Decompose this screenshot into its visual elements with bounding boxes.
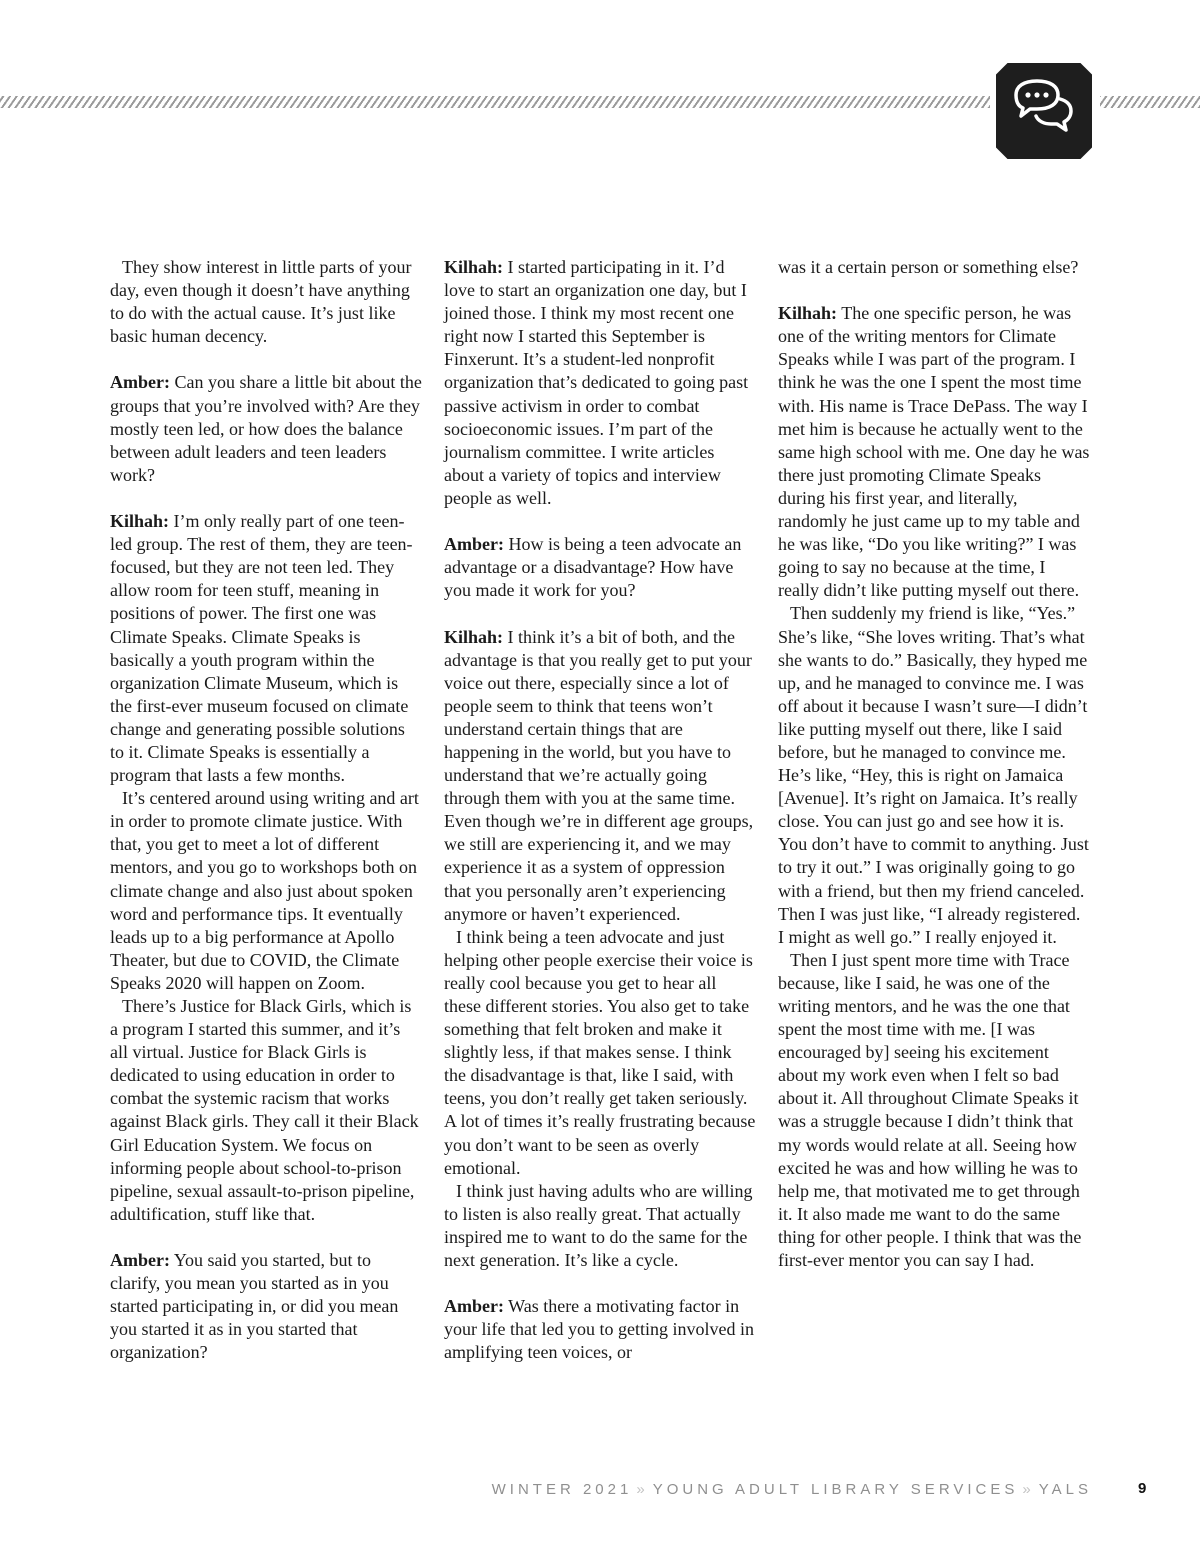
paragraph-text: Can you share a little bit about the groups that you’re involved with? Are they mostly teen led, or how does the balance between adult leaders and teen leaders work? (110, 372, 422, 485)
running-footer (492, 1481, 1092, 1498)
paragraph-text: I think it’s a bit of both, and the advantage is that you really get to put your voice out there, especially since a lot of people seem to think that teens won’t understand certain things that are happening in the world, but you have to understand that we’re actually going through them with you at the same time. Even though we’re in different age groups, we still are experiencing it, and we may experience it as a system of oppression that you personally aren’t experiencing anymore or haven’t experienced. (444, 626, 754, 924)
speech-bubbles-icon (996, 63, 1092, 159)
paragraph-text: It’s centered around using writing and art in order to promote climate justice. With that, you get to meet a lot of different mentors, and you go to workshops both on climate change and also just about spoken word and performance tips. It eventually leads up to a big performance at Apollo Theater, but due to COVID, the Climate Speaks 2020 will happen on Zoom. (110, 788, 419, 993)
paragraph-text: Then suddenly my friend is like, “Yes.” She’s like, “She loves writing. That’s what she wants to do.” Basically, they hyped me up, and he managed to convince me. I was off about it because I wasn’t sure—I didn’t like putting myself out there, like I said before, but he managed to convince me. He’s like, “Hey, this is right on Jamaica [Avenue]. It’s right on Jamaica. It’s really close. You can just go and see how it is. You don’t have to commit to anything. Just to try it out.” I was originally going to go with a friend, but then my friend canceled. Then I was just like, “I already registered. I might as well go.” I really enjoyed it. (778, 603, 1089, 947)
paragraph-text: They show interest in little parts of your day, even though it doesn’t have anything to do with the actual cause. It’s just like basic human decency. (110, 257, 412, 347)
paragraph (110, 256, 422, 348)
speaker-label: Kilhah: (444, 626, 504, 647)
article-column-1 (110, 256, 422, 1365)
speaker-label: Amber: (444, 1296, 504, 1317)
paragraph (778, 302, 1090, 602)
paragraph-text: I started participating in it. I’d love to start an organization one day, but I joined those. I think my most recent one right now I started this September is Finxerunt. It’s a student-led nonprofit organization that’s dedicated to going past passive activism in order to combat socioeconomic issues. I’m part of the journalism committee. I write articles about a variety of topics and interview people as well. (444, 257, 749, 508)
speaker-label: Kilhah: (778, 303, 838, 324)
paragraph (110, 787, 422, 995)
paragraph-text: I think just having adults who are willing to listen is also really great. That actually inspired me to want to do the same for the next generation. It’s like a cycle. (444, 1180, 753, 1271)
paragraph-text: I’m only really part of one teen-led group. The rest of them, they are teen-focused, but they are not teen led. They allow room for teen stuff, meaning in positions of power. The first one was Climate Speaks. Climate Speaks is basically a youth program within the organization Climate Museum, which is the first-ever museum focused on climate change and generating possible solutions to it. Climate Speaks is essentially a program that lasts a few months. (110, 511, 413, 786)
paragraph (110, 1249, 422, 1364)
paragraph-text: The one specific person, he was one of the writing mentors for Climate Speaks while I was part of the program. I think he was the one I spent the most time with. His name is Trace DePass. The way I met him is because he actually went to the same high school with me. One day he was there just promoting Climate Speaks during his first year, and literally, randomly he just came up to my table and he was like, “Do you like writing?” I was going to say no because at the time, I really didn’t like putting myself out there. (778, 303, 1090, 601)
paragraph (778, 949, 1090, 1272)
paragraph-text: Was there a motivating factor in your life that led you to getting involved in amplifying teen voices, or (444, 1296, 754, 1363)
paragraph (778, 256, 1090, 279)
paragraph (444, 1180, 756, 1272)
footer-separator: » (636, 1481, 649, 1498)
paragraph (444, 533, 756, 602)
speaker-label: Kilhah: (444, 257, 504, 277)
page-number: 9 (1138, 1480, 1147, 1497)
paragraph (110, 510, 422, 787)
paragraph-text: Then I just spent more time with Trace because, like I said, he was one of the writing mentors, and he was the one that spent the most time with me. [I was encouraged by] seeing his excitement about my work even when I felt so bad about it. All throughout Climate Speaks it was a struggle because I didn’t think that my words would relate at all. Seeing how excited he was and how willing he was to help me, that motivated me to get through it. It also made me want to do the same thing for other people. I think that was the first-ever mentor you can say I had. (778, 949, 1082, 1271)
speaker-label: Amber: (110, 372, 170, 393)
paragraph (444, 256, 756, 510)
speaker-label: Kilhah: (110, 511, 170, 532)
article-column-2 (444, 256, 756, 1365)
paragraph (778, 602, 1090, 948)
header-stripe-left (0, 96, 990, 108)
paragraph-text: How is being a teen advocate an advantage or a disadvantage? How have you made it work for you? (444, 534, 742, 601)
paragraph (444, 1295, 756, 1364)
footer-separator: » (1022, 1481, 1035, 1498)
paragraph-text: There’s Justice for Black Girls, which is a program I started this summer, and it’s all virtual. Justice for Black Girls is dedicated to using education in order to combat the systemic racism that works against Black girls. They call it their Black Girl Education System. We focus on informing people about school-to-prison pipeline, sexual assault-to-prison pipeline, adultification, stuff like that. (110, 996, 419, 1224)
footer-journal: YOUNG ADULT LIBRARY SERVICES (652, 1481, 1019, 1498)
paragraph-text: I think being a teen advocate and just helping other people exercise their voice is really cool because you get to hear all these different stories. You also get to take something that felt broken and make it slightly less, if that makes sense. I think the disadvantage is that, like I said, with teens, you don’t really get taken seriously. A lot of times it’s really frustrating because you don’t want to be seen as overly emotional. (444, 926, 756, 1178)
paragraph (110, 371, 422, 486)
footer-abbrev: YALS (1038, 1481, 1092, 1498)
paragraph-text: You said you started, but to clarify, you mean you started as in you started participating in, or did you mean you started it as in you started that organization? (110, 1250, 399, 1363)
speaker-label: Amber: (110, 1250, 170, 1271)
footer-issue: WINTER 2021 (491, 1481, 633, 1498)
paragraph (110, 995, 422, 1226)
page-footer (0, 1478, 1200, 1502)
paragraph (444, 626, 756, 926)
header-stripe-right (1100, 96, 1200, 108)
paragraph (444, 926, 756, 1180)
paragraph-text: was it a certain person or something else? (778, 257, 1079, 277)
article-column-3 (778, 256, 1090, 1272)
speaker-label: Amber: (444, 534, 504, 555)
